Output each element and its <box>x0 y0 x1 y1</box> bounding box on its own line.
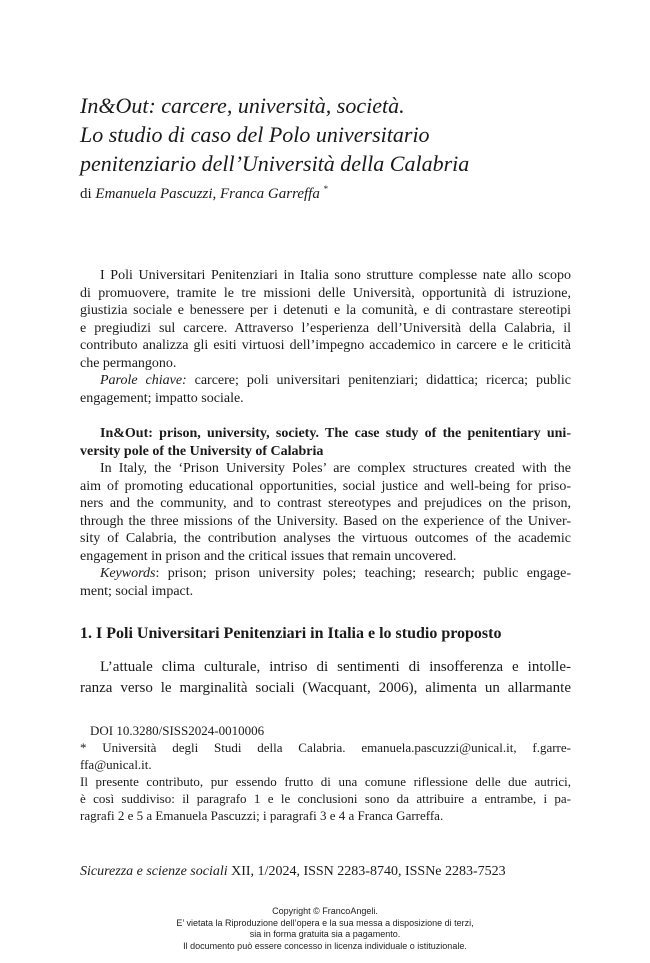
abstract-en-title-line-2: versity pole of the University of Calabria <box>80 443 324 459</box>
contribution-note-line: è così suddiviso: il paragrafo 1 e le conclusioni sono da attribuire a entrambe, i pa- <box>80 791 571 806</box>
journal-citation <box>80 863 571 881</box>
abstract-it-line: I Poli Universitari Penitenziari in Italia sono strutture complesse nate allo scopo <box>100 268 571 283</box>
abstract-it-line: contributo analizza gli esiti virtuosi dell’impegno accademico in carcere e le criticità <box>80 338 571 353</box>
article-title-line-1: In&Out: carcere, università, società. <box>80 93 405 118</box>
doi: DOI 10.3280/SISS2024-0010006 <box>90 723 265 738</box>
keywords-it <box>80 372 571 390</box>
abstract-en-line: engagement in prison and the critical issues that remain uncovered. <box>80 548 457 564</box>
keywords-it-label: Parole chiave: <box>100 373 187 388</box>
keywords-en-text: : prison; prison university poles; teaching; research; public engage- <box>155 566 571 581</box>
contribution-note-line: ragrafi 2 e 5 a Emanuela Pascuzzi; i paragrafi 3 e 4 a Franca Garreffa. <box>80 808 444 823</box>
keywords-it-text: carcere; poli universitari penitenziari; didattica; ricerca; public <box>186 373 571 388</box>
abstract-en-line: aim of promoting educational opportunities, social justice and well-being for priso- <box>80 478 571 494</box>
abstract-en-line: sity of Calabria, the contribution analyses the virtuous outcomes of the academic <box>80 531 571 546</box>
keywords-it-line-2: engagement; impatto sociale. <box>80 390 244 406</box>
body-line: L’attuale clima culturale, intriso di sentimenti di insofferenza e intolle- <box>100 659 571 675</box>
copyright-line: sia in forma gratuita sia a pagamento. <box>249 929 401 939</box>
keywords-en-line-2: ment; social impact. <box>80 583 194 599</box>
abstract-italian <box>80 267 571 407</box>
copyright-line: Il documento può essere concesso in licenza individuale o istituzionale. <box>183 940 467 951</box>
abstract-en-line: ners and the community, and to contrast stereotypes and prejudices on the prison, <box>80 496 571 511</box>
body-line: ranza verso le marginalità sociali (Wacquant, 2006), alimenta un allarmante <box>80 680 571 696</box>
article-title-line-3: penitenziario dell’Università della Calabria <box>80 151 470 176</box>
abstract-it-line: e pregiudizi sul carcere. Attraverso l’esperienza dell’Università della Calabria, il <box>80 320 571 336</box>
affiliation-line-1: * Università degli Studi della Calabria. emanuela.pascuzzi@unical.it, f.garre- <box>80 740 571 755</box>
abstract-it-line: che permangono. <box>80 355 177 371</box>
abstract-en-line: In Italy, the ‘Prison University Poles’ are complex structures created with the <box>100 461 571 476</box>
affiliation-line-2: ffa@unical.it. <box>80 757 152 772</box>
abstract-it-line: giustizia sociale e benessere per i detenuti e la comunità, e di contrastare stereotipi <box>80 303 571 318</box>
byline-prefix: di <box>80 186 96 202</box>
byline <box>80 180 580 204</box>
abstract-en-line: through the three missions of the University. Based on the experience of the Univer- <box>80 513 571 529</box>
section-body <box>80 657 571 699</box>
footnotes <box>80 722 571 824</box>
keywords-en-label: Keywords <box>100 566 156 581</box>
abstract-english <box>80 425 571 600</box>
article-title-line-2: Lo studio di caso del Polo universitario <box>80 122 430 147</box>
journal-details: XII, 1/2024, ISSN 2283-8740, ISSNe 2283-7523 <box>227 864 506 879</box>
section-heading: 1. I Poli Universitari Penitenziari in Italia e lo studio proposto <box>80 625 502 642</box>
contribution-note-line: Il presente contributo, pur essendo frutto di una comune riflessione delle due autrici, <box>80 774 571 789</box>
keywords-en <box>80 565 571 583</box>
abstract-en-title-line-1: In&Out: prison, university, society. The case study of the penitentiary uni- <box>100 426 571 441</box>
copyright-line: Copyright © FrancoAngeli. <box>272 906 378 916</box>
copyright-line: E’ vietata la Riproduzione dell’opera e la sua messa a disposizione di terzi, <box>176 917 474 928</box>
author-names: Emanuela Pascuzzi, Franca Garreffa <box>95 186 320 202</box>
copyright-notice <box>0 906 650 952</box>
article-title-block <box>80 91 580 204</box>
journal-name: Sicurezza e scienze sociali <box>80 864 228 879</box>
author-footnote-mark: * <box>323 184 329 194</box>
abstract-it-line: di promuovere, tramite le tre missioni delle Università, opportunità di istruzione, <box>80 285 571 301</box>
